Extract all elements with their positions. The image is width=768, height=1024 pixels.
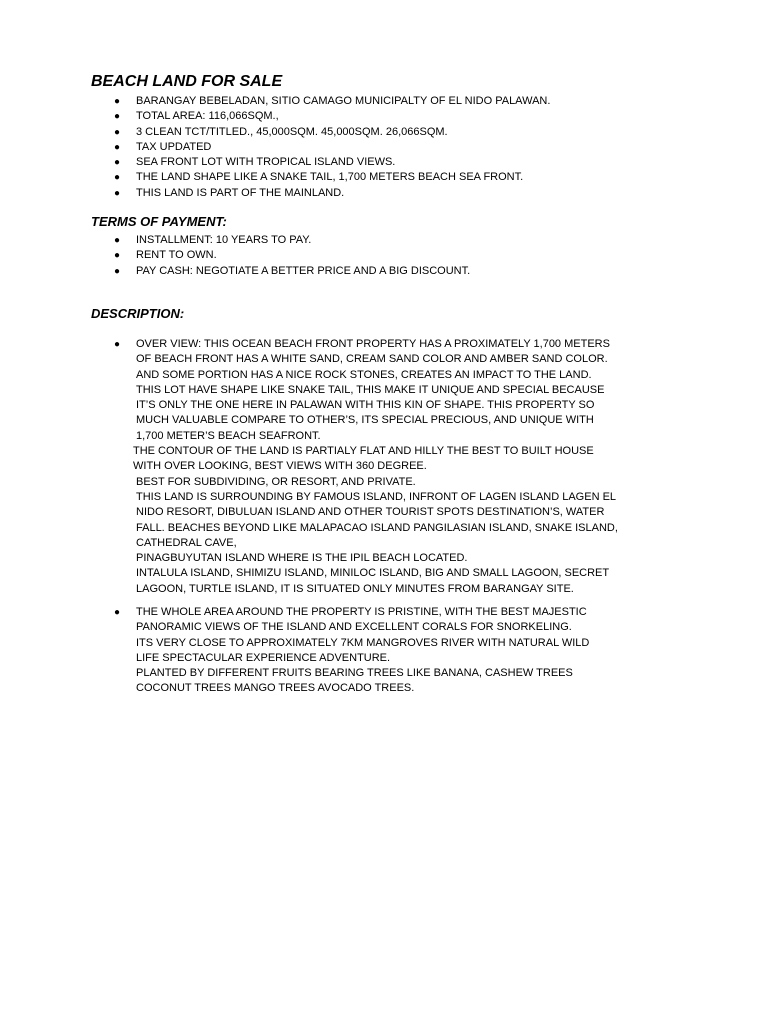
description-line: PANORAMIC VIEWS OF THE ISLAND AND EXCELLENT CORALS FOR SNORKELING. xyxy=(136,621,572,634)
description-line: THE CONTOUR OF THE LAND IS PARTIALY FLAT AND HILLY THE BEST TO BUILT HOUSE xyxy=(133,445,594,458)
list-item: ● PAY CASH: NEGOTIATE A BETTER PRICE AND A BIG DISCOUNT. xyxy=(0,264,470,279)
bullet-icon: ● xyxy=(114,187,121,199)
list-item: ● THE LAND SHAPE LIKE A SNAKE TAIL, 1,700 METERS BEACH SEA FRONT. xyxy=(0,170,550,185)
bullet-icon: ● xyxy=(114,339,121,350)
bullet-icon: ● xyxy=(114,250,121,262)
description-line: THIS LAND IS SURROUNDING BY FAMOUS ISLAND, INFRONT OF LAGEN ISLAND LAGEN EL xyxy=(136,490,617,503)
description-line: IT’S ONLY THE ONE HERE IN PALAWAN WITH THIS KIN OF SHAPE. THIS PROPERTY SO xyxy=(136,399,595,412)
description-line: LIFE SPECTACULAR EXPERIENCE ADVENTURE. xyxy=(136,651,391,664)
list-item: ● TAX UPDATED xyxy=(0,140,550,155)
description-item-surroundings xyxy=(0,605,700,697)
description-line: COCONUT TREES MANGO TREES AVOCADO TREES. xyxy=(136,682,415,695)
description-line: NIDO RESORT, DIBULUAN ISLAND AND OTHER TOURIST SPOTS DESTINATION’S, WATER xyxy=(136,506,605,519)
property-details-list xyxy=(0,94,550,201)
list-item: ● 3 CLEAN TCT/TITLED., 45,000SQM. 45,000SQM. 26,066SQM. xyxy=(0,125,550,140)
list-item: ● SEA FRONT LOT WITH TROPICAL ISLAND VIEWS. xyxy=(0,155,550,170)
bullet-icon: ● xyxy=(114,607,121,618)
bullet-icon: ● xyxy=(114,157,121,169)
description-line: BEST FOR SUBDIVIDING, OR RESORT, AND PRIVATE. xyxy=(136,475,416,488)
description-line: OVER VIEW: THIS OCEAN BEACH FRONT PROPERTY HAS A PROXIMATELY 1,700 METERS xyxy=(136,338,610,350)
bullet-icon: ● xyxy=(114,265,121,277)
description-line: LAGOON, TURTLE ISLAND, IT IS SITUATED ONLY MINUTES FROM BARANGAY SITE. xyxy=(136,582,574,595)
description-line: 1,700 METER’S BEACH SEAFRONT. xyxy=(136,429,321,442)
description-line: OF BEACH FRONT HAS A WHITE SAND, CREAM SAND COLOR AND AMBER SAND COLOR. xyxy=(136,353,608,366)
bullet-icon: ● xyxy=(114,235,121,246)
description-line: MUCH VALUABLE COMPARE TO OTHER’S, ITS SPECIAL PRECIOUS, AND UNIQUE WITH xyxy=(136,414,594,427)
description-line: PLANTED BY DIFFERENT FRUITS BEARING TREES LIKE BANANA, CASHEW TREES xyxy=(136,667,573,680)
list-item: ● RENT TO OWN. xyxy=(0,248,470,263)
description-line: FALL. BEACHES BEYOND LIKE MALAPACAO ISLAND PANGILASIAN ISLAND, SNAKE ISLAND, xyxy=(136,521,618,534)
main-heading: BEACH LAND FOR SALE xyxy=(91,73,283,90)
description-heading: DESCRIPTION: xyxy=(91,306,185,321)
description-line: WITH OVER LOOKING, BEST VIEWS WITH 360 DEGREE. xyxy=(133,460,427,473)
description-line: THE WHOLE AREA AROUND THE PROPERTY IS PRISTINE, WITH THE BEST MAJESTIC xyxy=(136,606,587,618)
list-item: ● BARANGAY BEBELADAN, SITIO CAMAGO MUNICIPALTY OF EL NIDO PALAWAN. xyxy=(0,94,550,109)
list-item: ● INSTALLMENT: 10 YEARS TO PAY. xyxy=(0,233,470,248)
bullet-icon: ● xyxy=(114,172,121,184)
terms-heading: TERMS OF PAYMENT: xyxy=(91,214,227,229)
list-item: ● TOTAL AREA: 116,066SQM., xyxy=(0,109,550,124)
description-item-overview xyxy=(0,337,700,597)
bullet-icon: ● xyxy=(114,126,121,138)
bullet-icon: ● xyxy=(114,141,121,153)
description-line: ITS VERY CLOSE TO APPROXIMATELY 7KM MANGROVES RIVER WITH NATURAL WILD xyxy=(136,636,590,649)
description-line: INTALULA ISLAND, SHIMIZU ISLAND, MINILOC ISLAND, BIG AND SMALL LAGOON, SECRET xyxy=(136,567,610,580)
description-line: PINAGBUYUTAN ISLAND WHERE IS THE IPIL BEACH LOCATED. xyxy=(136,552,468,565)
description-line: THIS LOT HAVE SHAPE LIKE SNAKE TAIL, THIS MAKE IT UNIQUE AND SPECIAL BECAUSE xyxy=(136,383,605,396)
list-item: ● THIS LAND IS PART OF THE MAINLAND. xyxy=(0,186,550,201)
terms-list xyxy=(0,233,470,279)
description-line: AND SOME PORTION HAS A NICE ROCK STONES, CREATES AN IMPACT TO THE LAND. xyxy=(136,368,592,381)
bullet-icon: ● xyxy=(114,96,121,107)
description-line: CATHEDRAL CAVE, xyxy=(136,536,237,549)
bullet-icon: ● xyxy=(114,111,121,123)
